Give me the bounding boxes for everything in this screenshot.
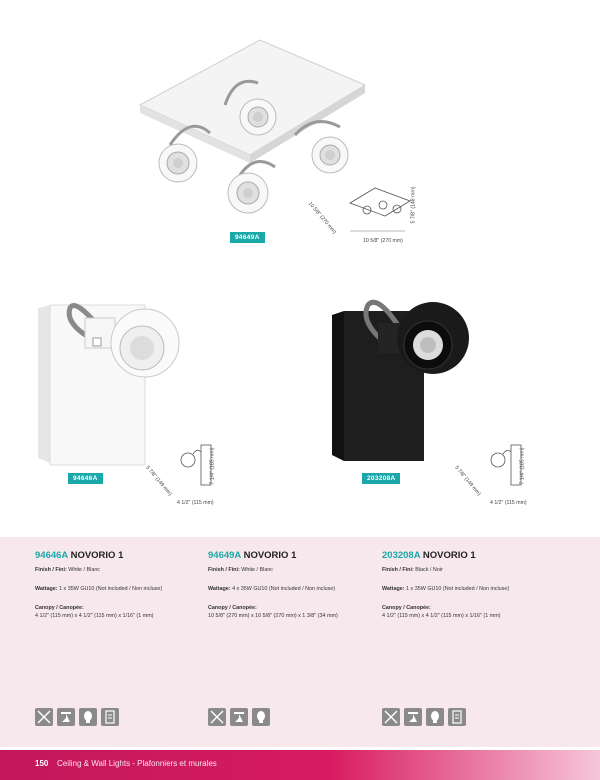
bulb-icon xyxy=(79,708,97,726)
product-title: 94646A NOVORIO 1 xyxy=(35,550,124,561)
finish-row: Finish / Fini: Black / Noir xyxy=(382,567,443,573)
feature-icons-94649A xyxy=(208,708,270,728)
dim-depth-94646A: 5 7/8" (149 mm) xyxy=(144,464,173,498)
dim-depth-203208A: 5 7/8" (149 mm) xyxy=(453,464,482,498)
wattage-row: Wattage: 1 x 35W GU10 (Not included / Non incluse) xyxy=(35,586,163,592)
no-dimmer-icon xyxy=(35,708,53,726)
dim-height-203208A: 7 1/4" (185 mm) xyxy=(519,447,526,485)
section-title: Ceiling & Wall Lights - Plafonniers et murales xyxy=(57,759,217,768)
wattage-row: Wattage: 1 x 35W GU10 (Not included / Non incluse) xyxy=(382,586,510,592)
page-footer xyxy=(0,750,600,780)
spec-column-94649A xyxy=(208,550,383,619)
canopy-label: Canopy / Canopée: xyxy=(382,605,431,611)
dim-width-94646A: 4 1/2" (115 mm) xyxy=(177,500,214,506)
no-dimmer-icon xyxy=(382,708,400,726)
ceiling-wall-mount-icon xyxy=(404,708,422,726)
ceiling-fixture-94649A-image xyxy=(130,35,380,240)
dim-height-94649A: 5 7/8" (148 mm) xyxy=(410,186,417,224)
dim-depth-94649A: 10 5/8" (270 mm) xyxy=(306,200,338,236)
dimension-sketch-94649A xyxy=(345,183,415,233)
bulb-icon xyxy=(252,708,270,726)
product-badge-94646A: 94646A xyxy=(68,473,103,484)
ceiling-wall-mount-icon xyxy=(57,708,75,726)
dim-width-203208A: 4 1/2" (115 mm) xyxy=(490,500,527,506)
wall-fixture-94646A-image xyxy=(30,283,195,468)
canopy-value: 4 1/2" (115 mm) x 4 1/2" (115 mm) x 1/16" (1 mm) xyxy=(382,613,501,619)
spec-column-94646A xyxy=(35,550,210,619)
product-title: 94649A NOVORIO 1 xyxy=(208,550,297,561)
energy-class-icon xyxy=(448,708,466,726)
product-title: 203208A NOVORIO 1 xyxy=(382,550,476,561)
canopy-label: Canopy / Canopée: xyxy=(208,605,257,611)
canopy-value: 4 1/2" (115 mm) x 4 1/2" (115 mm) x 1/16" (1 mm) xyxy=(35,613,154,619)
no-dimmer-icon xyxy=(208,708,226,726)
wattage-row: Wattage: 4 x 35W GU10 (Not included / Non incluse) xyxy=(208,586,336,592)
product-badge-203208A: 203208A xyxy=(362,473,400,484)
canopy-label: Canopy / Canopée: xyxy=(35,605,84,611)
finish-row: Finish / Fini: White / Blanc xyxy=(208,567,274,573)
wall-fixture-203208A-image xyxy=(328,283,493,468)
page-number: 150 xyxy=(35,759,49,768)
bulb-icon xyxy=(426,708,444,726)
feature-icons-94646A xyxy=(35,708,119,728)
dim-width-94649A: 10 5/8" (270 mm) xyxy=(363,238,403,244)
ceiling-wall-mount-icon xyxy=(230,708,248,726)
product-badge-94649A: 94649A xyxy=(230,232,265,243)
dim-height-94646A: 7 1/4" (185 mm) xyxy=(209,447,216,485)
spec-column-203208A xyxy=(382,550,557,619)
feature-icons-203208A xyxy=(382,708,466,728)
finish-row: Finish / Fini: White / Blanc xyxy=(35,567,101,573)
energy-class-icon xyxy=(101,708,119,726)
canopy-value: 10 5/8" (270 mm) x 10 5/8" (270 mm) x 1 3/8" (34 mm) xyxy=(208,613,338,619)
